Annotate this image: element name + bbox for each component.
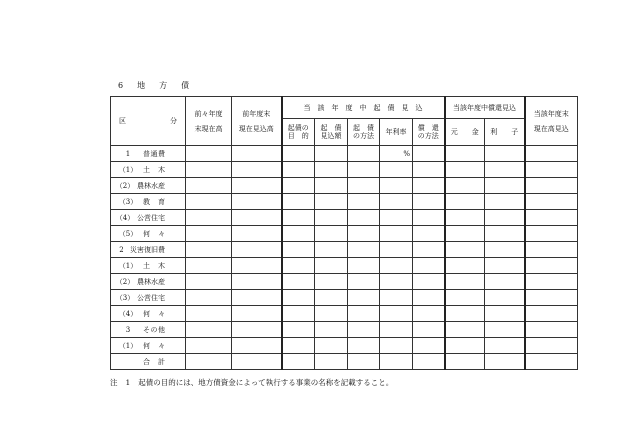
- table-row: [111, 322, 578, 338]
- table-cell: [525, 274, 578, 290]
- table-cell: [380, 322, 413, 338]
- header-issuance-group: 当 該 年 度 中 起 債 見 込: [282, 97, 445, 119]
- table-cell: [380, 306, 413, 322]
- table-cell: [525, 210, 578, 226]
- table-cell: [485, 210, 525, 226]
- table-cell: [232, 146, 282, 162]
- table-cell: [232, 194, 282, 210]
- table-row: [111, 210, 578, 226]
- table-cell: [232, 242, 282, 258]
- table-cell: [525, 306, 578, 322]
- header-interest: 利 子: [485, 119, 525, 146]
- table-cell: [282, 306, 315, 322]
- table-cell: [348, 338, 380, 354]
- table-cell: [315, 290, 348, 306]
- table-cell: [445, 354, 485, 370]
- table-cell: [232, 338, 282, 354]
- table-cell: [413, 178, 445, 194]
- table-cell: [348, 290, 380, 306]
- header-interest-rate: 年利率: [380, 119, 413, 146]
- table-row: [111, 146, 578, 162]
- table-cell: [413, 146, 445, 162]
- table-cell: [380, 226, 413, 242]
- row-label: 2 災害復旧費: [111, 242, 186, 258]
- table-cell: [348, 210, 380, 226]
- table-cell: [348, 178, 380, 194]
- table-cell: [315, 322, 348, 338]
- table-cell: [485, 322, 525, 338]
- table-cell: [315, 354, 348, 370]
- table-cell: [485, 146, 525, 162]
- table-cell: [525, 338, 578, 354]
- row-label: （3） 教 育: [111, 194, 186, 210]
- table-cell: [525, 178, 578, 194]
- table-cell: [485, 306, 525, 322]
- table-cell: [380, 338, 413, 354]
- table-cell: [413, 162, 445, 178]
- table-cell: [413, 210, 445, 226]
- table-cell: [413, 242, 445, 258]
- row-label: 合 計: [111, 354, 186, 370]
- table-cell: [186, 162, 232, 178]
- table-cell: [525, 226, 578, 242]
- table-cell: [445, 338, 485, 354]
- table-cell: [186, 274, 232, 290]
- table-cell: [525, 322, 578, 338]
- table-cell: [413, 322, 445, 338]
- table-cell: [315, 146, 348, 162]
- table-cell: [348, 322, 380, 338]
- table-cell: [348, 194, 380, 210]
- row-label: （1） 土 木: [111, 258, 186, 274]
- header-prev-prev-year-end: 前々年度 末現在高: [186, 97, 232, 146]
- table-cell: [380, 354, 413, 370]
- header-kubun: 区 分: [111, 97, 186, 146]
- header-principal: 元 金: [445, 119, 485, 146]
- table-cell: [380, 258, 413, 274]
- table-cell: [282, 210, 315, 226]
- table-cell: [282, 322, 315, 338]
- table-cell: [485, 274, 525, 290]
- table-cell: [485, 354, 525, 370]
- row-label: （4） 何 々: [111, 306, 186, 322]
- header-redemption-group: 当該年度中償還見込: [445, 97, 525, 119]
- table-cell: [485, 290, 525, 306]
- table-cell: [485, 178, 525, 194]
- row-label: （1） 土 木: [111, 162, 186, 178]
- table-cell: [232, 178, 282, 194]
- table-cell: [348, 162, 380, 178]
- table-cell: [282, 274, 315, 290]
- row-label: （1） 何 々: [111, 338, 186, 354]
- table-row: [111, 178, 578, 194]
- header-issuance-purpose: 起債の 目 的: [282, 119, 315, 146]
- table-cell: [413, 194, 445, 210]
- table-cell: [348, 258, 380, 274]
- table-row: [111, 162, 578, 178]
- table-cell: [380, 210, 413, 226]
- table-cell: [525, 242, 578, 258]
- table-cell: [232, 322, 282, 338]
- table-row: [111, 338, 578, 354]
- table-cell: [232, 306, 282, 322]
- table-cell: [315, 178, 348, 194]
- table-cell: [315, 338, 348, 354]
- table-cell: [445, 242, 485, 258]
- table-cell: [485, 338, 525, 354]
- table-cell: [525, 354, 578, 370]
- table-cell: [186, 194, 232, 210]
- table-cell: [380, 242, 413, 258]
- table-cell: [445, 162, 485, 178]
- header-prev-year-end: 前年度末 現在見込高: [232, 97, 282, 146]
- table-cell: [232, 162, 282, 178]
- table-cell: [525, 194, 578, 210]
- table-cell: [485, 258, 525, 274]
- table-cell: [413, 354, 445, 370]
- table-cell: [232, 258, 282, 274]
- table-cell: [380, 194, 413, 210]
- table-cell: [348, 242, 380, 258]
- table-cell: [282, 162, 315, 178]
- table-cell: [315, 210, 348, 226]
- table-cell: [445, 146, 485, 162]
- local-bond-table: [110, 96, 578, 370]
- table-cell: [186, 178, 232, 194]
- table-cell: [445, 290, 485, 306]
- row-label: 1 普 通 費: [111, 146, 186, 162]
- table-row: [111, 194, 578, 210]
- table-cell: [186, 258, 232, 274]
- header-redemption-method: 償 還 の方法: [413, 119, 445, 146]
- table-row: [111, 306, 578, 322]
- table-cell: [413, 338, 445, 354]
- row-label: （3） 公営住宅: [111, 290, 186, 306]
- table-cell: [485, 194, 525, 210]
- table-cell: [413, 290, 445, 306]
- table-cell: [380, 178, 413, 194]
- header-issuance-amount: 起 債 見込額: [315, 119, 348, 146]
- table-cell: [445, 194, 485, 210]
- section-title: 6 地 方 債: [118, 81, 193, 90]
- table-cell: [315, 258, 348, 274]
- header-issuance-method: 起 債 の方法: [348, 119, 380, 146]
- table-cell: [413, 306, 445, 322]
- table-cell: [282, 258, 315, 274]
- table-cell: [445, 178, 485, 194]
- table-cell: [315, 242, 348, 258]
- table-cell: [186, 146, 232, 162]
- table-cell: [186, 322, 232, 338]
- table-cell: [232, 290, 282, 306]
- table-cell: [282, 194, 315, 210]
- row-label: （2） 農林水産: [111, 178, 186, 194]
- table-cell: [232, 354, 282, 370]
- table-cell: [348, 274, 380, 290]
- table-cell: [315, 226, 348, 242]
- table-cell: [186, 290, 232, 306]
- table-cell: [380, 274, 413, 290]
- table-cell: [282, 354, 315, 370]
- table-cell: [315, 194, 348, 210]
- footnote: 注 1 起債の目的には、地方債資金によって執行する事業の名称を記載すること。: [110, 378, 394, 387]
- table-cell: [348, 146, 380, 162]
- table-cell: [186, 354, 232, 370]
- table-cell: [525, 258, 578, 274]
- table-cell: [282, 242, 315, 258]
- table-cell: [413, 274, 445, 290]
- row-label: （5） 何 々: [111, 226, 186, 242]
- table-cell: [445, 322, 485, 338]
- table-cell: [282, 146, 315, 162]
- table-cell: [348, 354, 380, 370]
- table-cell: [186, 242, 232, 258]
- table-cell: [445, 226, 485, 242]
- table-cell: [348, 226, 380, 242]
- table-row: [111, 226, 578, 242]
- percent-unit: %: [380, 146, 413, 162]
- table-cell: [525, 290, 578, 306]
- table-cell: [525, 146, 578, 162]
- table-cell: [445, 258, 485, 274]
- header-current-year-end: 当該年度末 現在高見込: [525, 97, 578, 146]
- table-cell: [485, 162, 525, 178]
- table-row: [111, 354, 578, 370]
- table-cell: [186, 226, 232, 242]
- table-cell: [186, 338, 232, 354]
- table-row: [111, 290, 578, 306]
- table-cell: [485, 242, 525, 258]
- table-row: [111, 242, 578, 258]
- table-cell: [413, 226, 445, 242]
- table-cell: [186, 306, 232, 322]
- table-cell: [232, 226, 282, 242]
- table-cell: [315, 306, 348, 322]
- table-cell: [485, 226, 525, 242]
- table-cell: [282, 338, 315, 354]
- table-cell: [413, 258, 445, 274]
- table-cell: [445, 274, 485, 290]
- table-cell: [282, 178, 315, 194]
- table-cell: [348, 306, 380, 322]
- table-cell: [232, 210, 282, 226]
- table-cell: [282, 290, 315, 306]
- table-cell: [445, 210, 485, 226]
- table-cell: [315, 162, 348, 178]
- table-row: [111, 258, 578, 274]
- table-cell: [380, 162, 413, 178]
- row-label: （4） 公営住宅: [111, 210, 186, 226]
- table-cell: [445, 306, 485, 322]
- row-label: 3 そ の 他: [111, 322, 186, 338]
- row-label: （2） 農林水産: [111, 274, 186, 290]
- table-cell: [282, 226, 315, 242]
- table-cell: [232, 274, 282, 290]
- table-row: [111, 274, 578, 290]
- table-cell: [525, 162, 578, 178]
- table-cell: [186, 210, 232, 226]
- table-cell: [315, 274, 348, 290]
- table-cell: [380, 290, 413, 306]
